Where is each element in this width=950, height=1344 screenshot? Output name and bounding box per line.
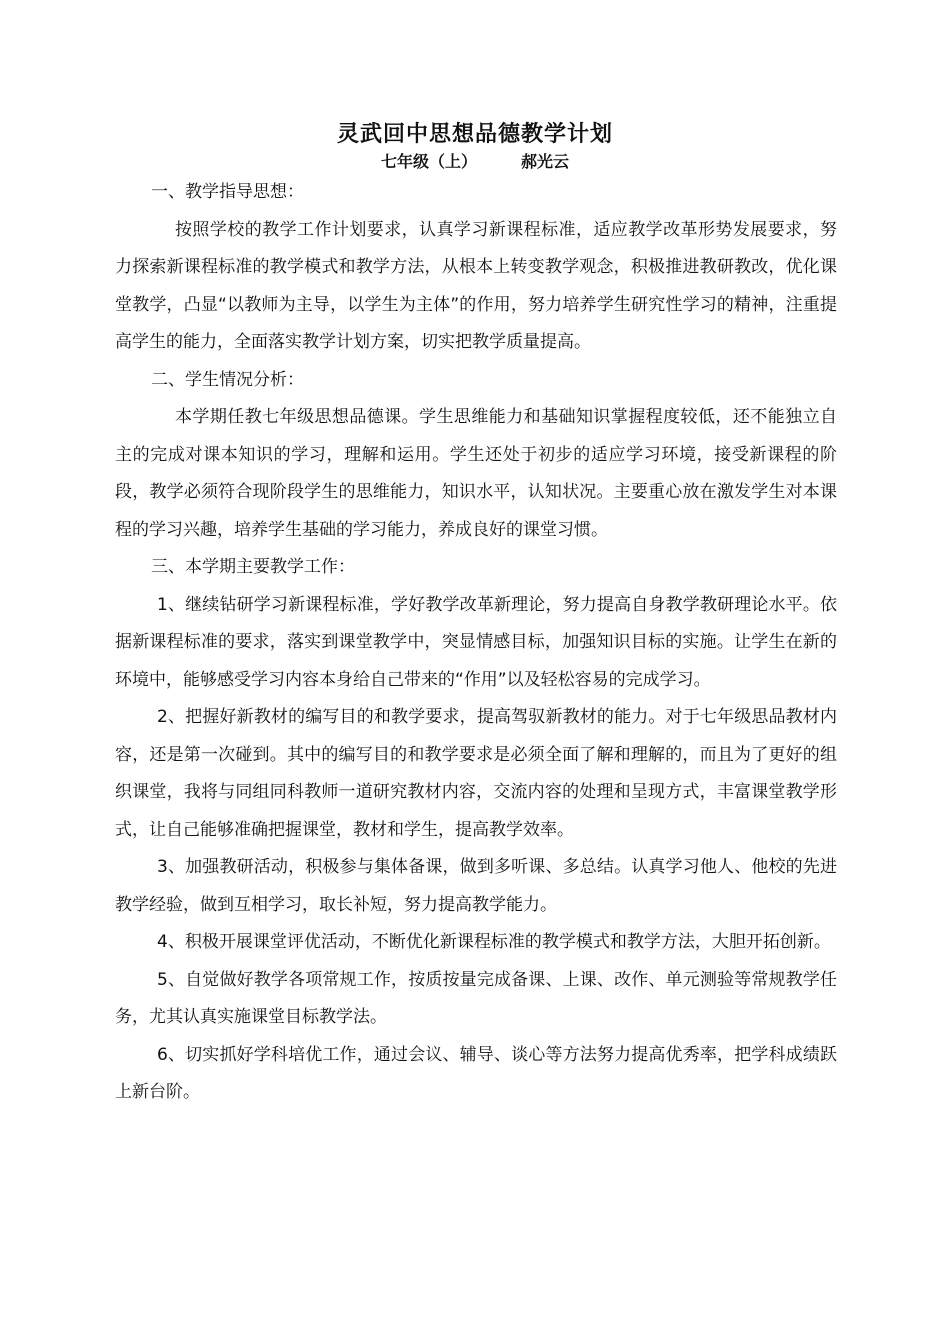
author-name: 郝光云	[521, 152, 570, 171]
work-item-6: 6、切实抓好学科培优工作，通过会议、辅导、谈心等方法努力提高优秀率，把学科成绩跃上新台阶。	[115, 1044, 837, 1102]
document-subtitle	[0, 150, 950, 174]
section-heading-1: 一、教学指导思想：	[151, 182, 304, 202]
section-1-paragraph: 按照学校的教学工作计划要求，认真学习新课程标准，适应教学改革形势发展要求，努力探索新课程标准的教学模式和教学方法，从根本上转变教学观念，积极推进教研教改，优化课堂教学，凸显“以教师为主导，以学生为主体”的作用，努力培养学生研究性学习的精神，注重提高学生的能力，全面落实教学计划方案，切实把教学质量提高。	[115, 219, 837, 352]
work-item-1: 1、继续钻研学习新课程标准，学好教学改革新理论，努力提高自身教学教研理论水平。依据新课程标准的要求，落实到课堂教学中，突显情感目标，加强知识目标的实施。让学生在新的环境中，能够感受学习内容本身给自己带来的“作用”以及轻松容易的完成学习。	[115, 594, 837, 690]
document-body	[115, 174, 837, 1112]
work-item-3: 3、加强教研活动，积极参与集体备课，做到多听课、多总结。认真学习他人、他校的先进教学经验，做到互相学习，取长补短，努力提高教学能力。	[115, 857, 837, 915]
grade-label: 七年级（上）	[380, 152, 477, 171]
section-heading-2: 二、学生情况分析：	[151, 369, 304, 390]
work-item-5: 5、自觉做好教学各项常规工作，按质按量完成备课、上课、改作、单元测验等常规教学任务，尤其认真实施课堂目标教学法。	[115, 969, 837, 1027]
section-2-paragraph: 本学期任教七年级思想品德课。学生思维能力和基础知识掌握程度较低，还不能独立自主的完成对课本知识的学习，理解和运用。学生还处于初步的适应学习环境，接受新课程的阶段，教学必须符合现阶段学生的思维能力，知识水平，认知状况。主要重心放在激发学生对本课程的学习兴趣，培养学生基础的学习能力，养成良好的课堂习惯。	[115, 407, 837, 540]
work-item-2: 2、把握好新教材的编写目的和教学要求，提高驾驭新教材的能力。对于七年级思品教材内容，还是第一次碰到。其中的编写目的和教学要求是必须全面了解和理解的，而且为了更好的组织课堂，我将与同组同科教师一道研究教材内容，交流内容的处理和呈现方式，丰富课堂教学形式，让自己能够准确把握课堂，教材和学生，提高教学效率。	[115, 707, 837, 840]
work-item-4: 4、积极开展课堂评优活动，不断优化新课程标准的教学模式和教学方法，大胆开拓创新。	[157, 932, 831, 952]
document-title: 灵武回中思想品德教学计划	[336, 122, 613, 147]
section-heading-3: 三、本学期主要教学工作：	[151, 557, 355, 577]
